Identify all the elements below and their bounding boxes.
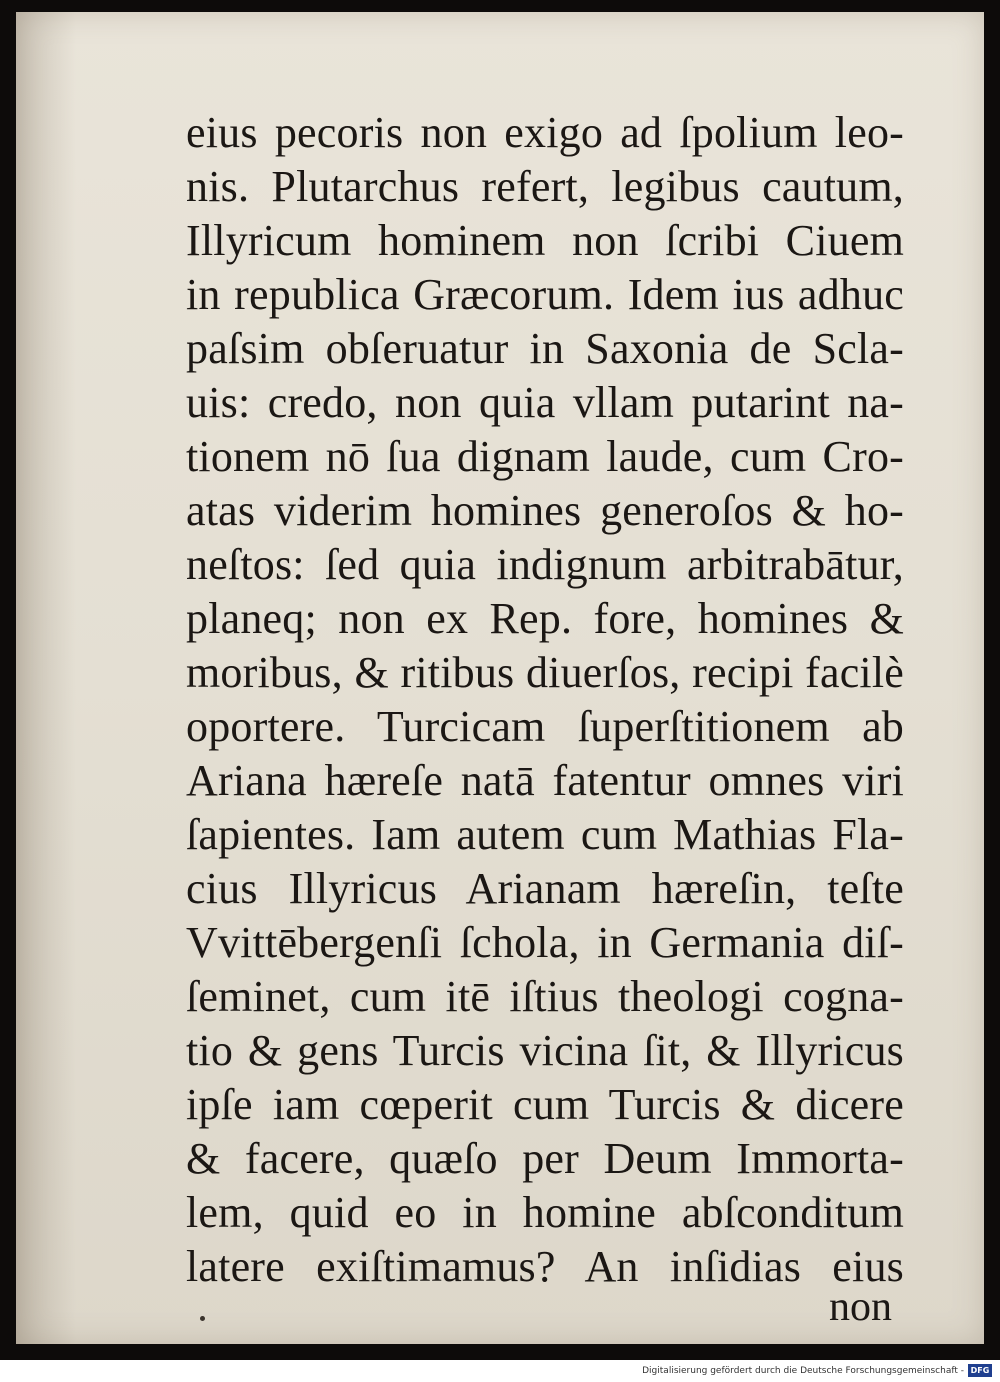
text-block — [186, 106, 904, 1294]
text-line: moribus, & ritibus diuerſos, recipi facilè — [186, 648, 904, 697]
text-line: Illyricum hominem non ſcribi Ciuem — [186, 216, 904, 265]
text-line: planeq; non ex Rep. fore, homines & — [186, 594, 904, 643]
text-line: Vvittēbergenſi ſchola, in Germania diſ- — [186, 918, 904, 967]
text-line: eius pecoris non exigo ad ſpolium leo- — [186, 108, 904, 157]
text-line: Ariana hæreſe natā fatentur omnes viri — [186, 756, 904, 805]
book-page — [16, 12, 984, 1344]
text-line: ipſe iam cœperit cum Turcis & dicere — [186, 1080, 904, 1129]
text-line: atas viderim homines generoſos & ho- — [186, 486, 904, 535]
text-line: uis: credo, non quia vllam putarint na- — [186, 378, 904, 427]
text-line: cius Illyricus Arianam hæreſin, teſte — [186, 864, 904, 913]
text-line: & facere, quæſo per Deum Immorta- — [186, 1134, 904, 1183]
text-line: ſeminet, cum itē iſtius theologi cogna- — [186, 972, 904, 1021]
text-line: tio & gens Turcis vicina ſit, & Illyricus — [186, 1026, 904, 1075]
catchword: non — [829, 1284, 892, 1330]
text-line: latere exiſtimamus? An inſidias eius — [186, 1242, 904, 1291]
text-line: oportere. Turcicam ſuperſtitionem ab — [186, 702, 904, 751]
text-line: lem, quid eo in homine abſconditum — [186, 1188, 904, 1237]
text-line: nis. Plutarchus refert, legibus cautum, — [186, 162, 904, 211]
footer-bar — [0, 1360, 1000, 1382]
text-line: tionem nō ſua dignam laude, cum Cro- — [186, 432, 904, 481]
text-line: neſtos: ſed quia indignum arbitrabātur, — [186, 540, 904, 589]
ink-speck — [200, 1316, 205, 1321]
text-line: ſapientes. Iam autem cum Mathias Fla- — [186, 810, 904, 859]
footer-credit: Digitalisierung gefördert durch die Deutsche Forschungsgemeinschaft - — [642, 1366, 964, 1376]
text-line: paſsim obſeruatur in Saxonia de Scla- — [186, 324, 904, 373]
dfg-logo-icon: DFG — [968, 1364, 992, 1377]
text-line: in republica Græcorum. Idem ius adhuc — [186, 270, 904, 319]
